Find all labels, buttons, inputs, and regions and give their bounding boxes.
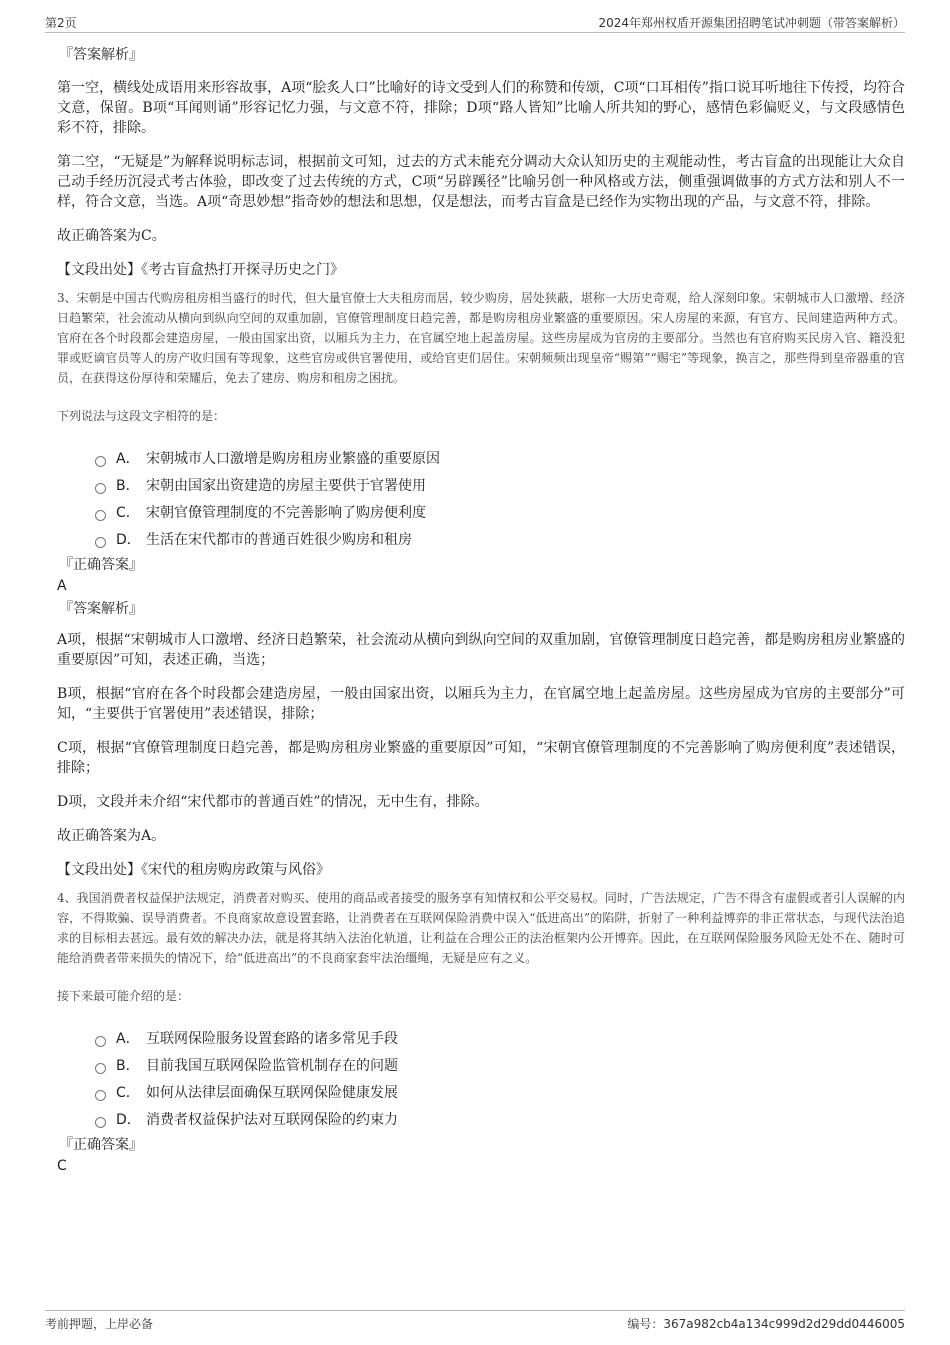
question-options: [95, 446, 905, 554]
radio-icon[interactable]: [95, 537, 106, 548]
footer-slogan: 考前押题，上岸必备: [45, 1317, 154, 1331]
option-c[interactable]: [95, 500, 905, 527]
option-b[interactable]: [95, 1053, 905, 1080]
option-a[interactable]: [95, 446, 905, 473]
analysis-paragraph: 第一空，横线处成语用来形容故事，A项“脍炙人口”比喻好的诗文受到人们的称赞和传颂，C项“口耳相传”指口说耳听地往下传授，均符合文意，保留。B项“耳闻则诵”形容记忆力强，与文意不符，排除；D项“路人皆知”比喻人所共知的野心，感情色彩偏贬义，与文段感情色彩不符，排除。: [57, 80, 905, 136]
option-letter: D．: [116, 1112, 141, 1128]
option-text: 互联网保险服务设置套路的诸多常见手段: [146, 1031, 398, 1047]
correct-answer: C: [57, 1158, 67, 1174]
question-passage: 4、我国消费者权益保护法规定，消费者对购买、使用的商品或者接受的服务享有知情权和公平交易权。同时，广告法规定，广告不得含有虚假或者引人误解的内容，不得欺骗、误导消费者。不良商家故意设置套路，让消费者在互联网保险消费中误入“低进高出”的陷阱，折射了一种利益博弈的非正常状态，与现代法治追求的目标相去甚远。最有效的解决办法，就是将其纳入法治化轨道，让利益在合理公正的法治框架内公开博弈。因此，在互联网保险服务风险无处不在、随时可能给消费者带来损失的情况下，给“低进高出”的不良商家套牢法治缰绳，无疑是应有之义。: [57, 891, 905, 965]
option-letter: C．: [116, 505, 140, 521]
option-text: 目前我国互联网保险监管机制存在的问题: [146, 1058, 398, 1074]
document-title: 2024年郑州权盾开源集团招聘笔试冲刺题（带答案解析）: [598, 16, 905, 30]
radio-icon[interactable]: [95, 1063, 106, 1074]
option-b[interactable]: [95, 473, 905, 500]
option-d[interactable]: [95, 527, 905, 554]
option-letter: A．: [116, 451, 140, 467]
page-header: [45, 12, 905, 33]
option-letter: B．: [116, 1058, 140, 1074]
analysis-label: 『答案解析』: [59, 47, 143, 63]
radio-icon[interactable]: [95, 1036, 106, 1047]
radio-icon[interactable]: [95, 510, 106, 521]
page-footer: [45, 1310, 905, 1333]
analysis-paragraph: C项，根据“官僚管理制度日趋完善，都是购房租房业繁盛的重要原因”可知，“宋朝官僚管理制度的不完善影响了购房便利度”表述错误，排除；: [57, 740, 905, 776]
option-d[interactable]: [95, 1107, 905, 1134]
answer-label: 『正确答案』: [59, 557, 143, 573]
option-text: 生活在宋代都市的普通百姓很少购房和租房: [146, 532, 412, 548]
analysis-paragraph: D项，文段并未介绍“宋代都市的普通百姓”的情况，无中生有，排除。: [57, 794, 489, 810]
option-letter: D．: [116, 532, 141, 548]
option-text: 宋朝城市人口激增是购房租房业繁盛的重要原因: [146, 451, 440, 467]
option-letter: C．: [116, 1085, 140, 1101]
option-text: 如何从法律层面确保互联网保险健康发展: [146, 1085, 398, 1101]
source-citation: 【文段出处】《考古盲盒热打开探寻历史之门》: [57, 262, 344, 278]
option-letter: B．: [116, 478, 140, 494]
radio-icon[interactable]: [95, 1117, 106, 1128]
correct-answer: A: [57, 578, 67, 594]
analysis-paragraph: 第二空，“无疑是”为解释说明标志词，根据前文可知，过去的方式未能充分调动大众认知历史的主观能动性，考古盲盒的出现能让大众自己动手经历沉浸式考古体验，即改变了过去传统的方式，C项“另辟蹊径”比喻另创一种风格或方法，侧重强调做事的方式方法和别人不一样，符合文意，当选。A项“奇思妙想”指奇妙的想法和思想，仅是想法，而考古盲盒是已经作为实物出现的产品，与文意不符，排除。: [57, 154, 905, 210]
option-letter: A．: [116, 1031, 140, 1047]
analysis-label: 『答案解析』: [59, 601, 143, 617]
question-stem: 接下来最可能介绍的是：: [57, 989, 190, 1003]
radio-icon[interactable]: [95, 456, 106, 467]
option-text: 宋朝由国家出资建造的房屋主要供于官署使用: [146, 478, 426, 494]
question-passage: 3、宋朝是中国古代购房租房相当盛行的时代，但大量官僚士大夫租房而居，较少购房，居处狭蔽，堪称一大历史奇观，给人深刻印象。宋朝城市人口激增、经济日趋繁荣，社会流动从横向到纵向空间的双重加剧，官僚管理制度日趋完善，都是购房租房业繁盛的重要原因。宋人房屋的来源，有官方、民间建造两种方式。官府在各个时段都会建造房屋，一般由国家出资，以厢兵为主力，在官属空地上起盖房屋。这些房屋成为官房的主要部分。当然也有官府购买民房入官、籍没犯罪或贬谪官员等人的房产收归国有等现象，这些官房或供官署使用，或给官吏们居住。宋朝频频出现皇帝“赐第”“赐宅”等现象，换言之，那些得到皇帝器重的官员，在获得这份厚待和荣耀后，免去了建房、购房和租房之困扰。: [57, 291, 905, 385]
analysis-conclusion: 故正确答案为C。: [57, 228, 166, 244]
analysis-paragraph: B项，根据“官府在各个时段都会建造房屋，一般由国家出资，以厢兵为主力，在官属空地上起盖房屋。这些房屋成为官房的主要部分”可知，“主要供于官署使用”表述错误，排除；: [57, 686, 905, 722]
page-number: 第2页: [45, 16, 77, 30]
document-body: [57, 44, 905, 1178]
analysis-conclusion: 故正确答案为A。: [57, 828, 166, 844]
question-options: [95, 1026, 905, 1134]
option-c[interactable]: [95, 1080, 905, 1107]
radio-icon[interactable]: [95, 483, 106, 494]
source-citation: 【文段出处】《宋代的租房购房政策与风俗》: [57, 862, 330, 878]
analysis-paragraph: A项，根据“宋朝城市人口激增、经济日趋繁荣，社会流动从横向到纵向空间的双重加剧，官僚管理制度日趋完善，都是购房租房业繁盛的重要原因”可知，表述正确，当选；: [57, 632, 905, 668]
answer-label: 『正确答案』: [59, 1137, 143, 1153]
option-text: 消费者权益保护法对互联网保险的约束力: [146, 1112, 398, 1128]
document-id: 编号：367a982cb4a134c999d2d29dd0446005: [627, 1317, 905, 1331]
option-text: 宋朝官僚管理制度的不完善影响了购房便利度: [146, 505, 426, 521]
question-stem: 下列说法与这段文字相符的是：: [57, 409, 226, 423]
radio-icon[interactable]: [95, 1090, 106, 1101]
option-a[interactable]: [95, 1026, 905, 1053]
